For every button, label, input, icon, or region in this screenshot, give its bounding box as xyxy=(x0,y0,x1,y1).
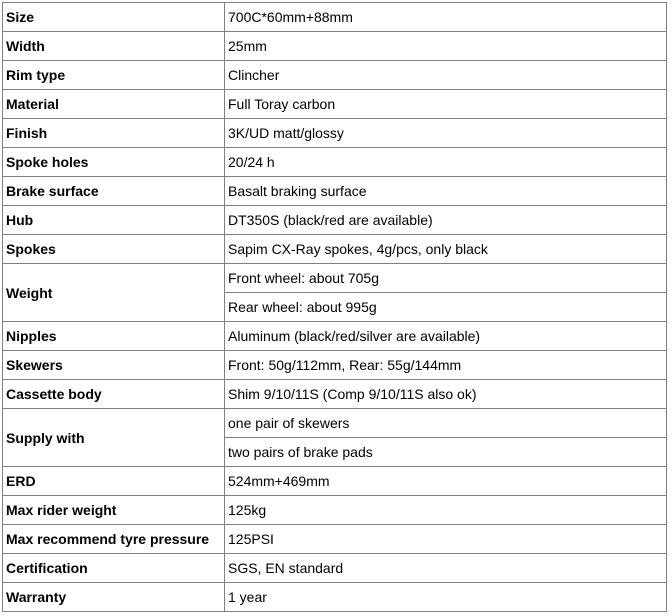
table-row xyxy=(3,467,667,496)
spec-value: one pair of skewers xyxy=(225,409,667,438)
spec-label: Brake surface xyxy=(3,177,225,206)
spec-value: Clincher xyxy=(225,61,667,90)
spec-value: DT350S (black/red are available) xyxy=(225,206,667,235)
spec-value: 3K/UD matt/glossy xyxy=(225,119,667,148)
spec-value: 25mm xyxy=(225,32,667,61)
table-row xyxy=(3,525,667,554)
spec-value: Sapim CX-Ray spokes, 4g/pcs, only black xyxy=(225,235,667,264)
spec-label: Weight xyxy=(3,264,225,322)
table-row xyxy=(3,496,667,525)
spec-value: SGS, EN standard xyxy=(225,554,667,583)
spec-label: Max recommend tyre pressure xyxy=(3,525,225,554)
spec-label: Certification xyxy=(3,554,225,583)
table-row xyxy=(3,177,667,206)
spec-value: 125PSI xyxy=(225,525,667,554)
spec-value: Aluminum (black/red/silver are available) xyxy=(225,322,667,351)
table-row xyxy=(3,351,667,380)
table-row xyxy=(3,206,667,235)
spec-value: Shim 9/10/11S (Comp 9/10/11S also ok) xyxy=(225,380,667,409)
spec-value: Front: 50g/112mm, Rear: 55g/144mm xyxy=(225,351,667,380)
spec-label: Supply with xyxy=(3,409,225,467)
spec-label: Max rider weight xyxy=(3,496,225,525)
spec-value: two pairs of brake pads xyxy=(225,438,667,467)
spec-label: Width xyxy=(3,32,225,61)
spec-label: Hub xyxy=(3,206,225,235)
spec-value: 1 year xyxy=(225,583,667,612)
spec-table-body xyxy=(3,3,667,612)
table-row xyxy=(3,409,667,438)
spec-value: Full Toray carbon xyxy=(225,90,667,119)
spec-label: Finish xyxy=(3,119,225,148)
spec-label: ERD xyxy=(3,467,225,496)
spec-value: 20/24 h xyxy=(225,148,667,177)
spec-value: Front wheel: about 705g xyxy=(225,264,667,293)
table-row xyxy=(3,3,667,32)
spec-label: Nipples xyxy=(3,322,225,351)
table-row xyxy=(3,148,667,177)
spec-value: 125kg xyxy=(225,496,667,525)
spec-label: Skewers xyxy=(3,351,225,380)
spec-label: Rim type xyxy=(3,61,225,90)
table-row xyxy=(3,264,667,293)
spec-label: Material xyxy=(3,90,225,119)
spec-value: 524mm+469mm xyxy=(225,467,667,496)
spec-value: 700C*60mm+88mm xyxy=(225,3,667,32)
table-row xyxy=(3,32,667,61)
spec-value: Rear wheel: about 995g xyxy=(225,293,667,322)
table-row xyxy=(3,61,667,90)
table-row xyxy=(3,554,667,583)
spec-label: Cassette body xyxy=(3,380,225,409)
spec-label: Warranty xyxy=(3,583,225,612)
table-row xyxy=(3,380,667,409)
table-row xyxy=(3,90,667,119)
table-row xyxy=(3,119,667,148)
table-row xyxy=(3,583,667,612)
spec-value: Basalt braking surface xyxy=(225,177,667,206)
spec-table xyxy=(2,2,667,612)
table-row xyxy=(3,322,667,351)
spec-label: Size xyxy=(3,3,225,32)
table-row xyxy=(3,235,667,264)
spec-label: Spokes xyxy=(3,235,225,264)
spec-label: Spoke holes xyxy=(3,148,225,177)
